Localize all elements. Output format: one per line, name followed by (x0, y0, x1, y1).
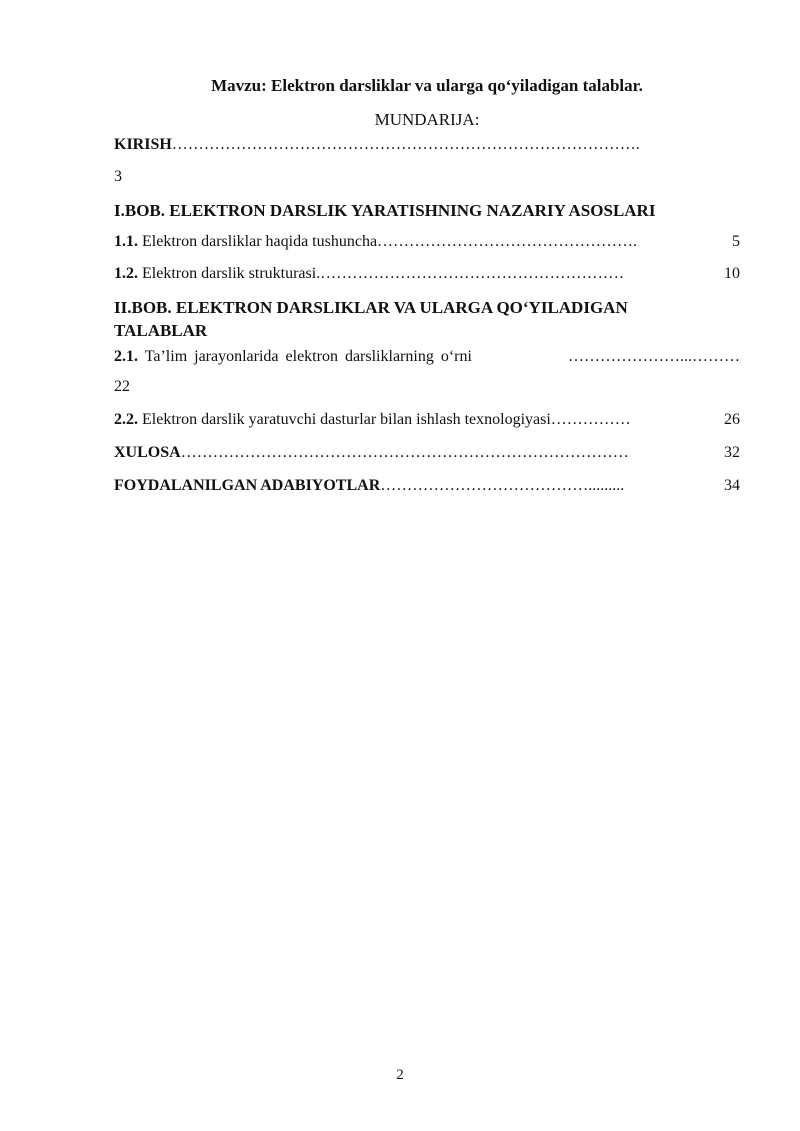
toc-entry-1-1[interactable] (114, 233, 740, 251)
toc-page-number: 3 (114, 168, 122, 185)
toc-section-number: 2.1. (114, 348, 138, 365)
toc-section-number: 1.2. (114, 265, 138, 282)
toc-leader-dots: …………… (550, 411, 631, 428)
toc-entry-1-2[interactable] (114, 265, 740, 283)
toc-entry-kirish-page (114, 168, 740, 186)
toc-chapter-2[interactable] (114, 298, 740, 318)
toc-entry-label: KIRISH (114, 136, 172, 153)
toc-entry-2-1[interactable] (114, 348, 740, 366)
toc-section-text: Elektron darslik strukturasi. (138, 265, 321, 282)
toc-heading: MUNDARIJA: (374, 110, 480, 129)
toc-chapter-label: I.BOB. ELEKTRON DARSLIK YARATISHNING NAZARIY ASOSLARI (114, 201, 656, 220)
toc-chapter-label: TALABLAR (114, 321, 208, 340)
toc-section-text: Elektron darslik yaratuvchi dasturlar bilan ishlash texnologiyasi (138, 411, 551, 428)
toc-page-number: 32 (724, 444, 740, 461)
toc-leader-dots: …………………...……… (568, 348, 740, 365)
toc-page-number: 26 (724, 411, 740, 428)
toc-page-number: 22 (114, 378, 130, 395)
toc-entry-2-2[interactable] (114, 411, 740, 429)
toc-page-number: 10 (724, 265, 740, 282)
toc-entry-2-1-page (114, 378, 740, 396)
toc-entry-kirish[interactable] (114, 136, 740, 154)
toc-section-number: 1.1. (114, 233, 138, 250)
toc-leader-dots: ……………………………………………………………………………. (171, 136, 640, 153)
toc-entry-label: FOYDALANILGAN ADABIYOTLAR (114, 477, 381, 494)
toc-entry-adabiyotlar[interactable] (114, 477, 740, 495)
toc-chapter-1[interactable] (114, 201, 740, 221)
toc-leader-dots: …………………………………......... (380, 477, 625, 494)
toc-leader-dots: ………………………………………………… (320, 265, 625, 282)
page-number: 2 (396, 1067, 404, 1083)
toc-entry-label: XULOSA (114, 444, 181, 461)
toc-page-number: 5 (732, 233, 740, 250)
toc-page-number: 34 (724, 477, 740, 494)
toc-chapter-label: II.BOB. ELEKTRON DARSLIKLAR VA ULARGA QO‘YILADIGAN (114, 298, 628, 317)
toc-chapter-2-cont (114, 321, 740, 341)
toc-section-number: 2.2. (114, 411, 138, 428)
toc-section-text: Ta’lim jarayonlarida elektron darsliklarning o‘rni (138, 348, 472, 365)
toc-leader-dots: ………………………………………………………………………… (180, 444, 629, 461)
toc-section-text: Elektron darsliklar haqida tushuncha (138, 233, 378, 250)
toc-leader-dots: …………………………………………. (377, 233, 638, 250)
toc-entry-xulosa[interactable] (114, 444, 740, 462)
document-title: Mavzu: Elektron darsliklar va ularga qo‘yiladigan talablar. (211, 76, 643, 95)
